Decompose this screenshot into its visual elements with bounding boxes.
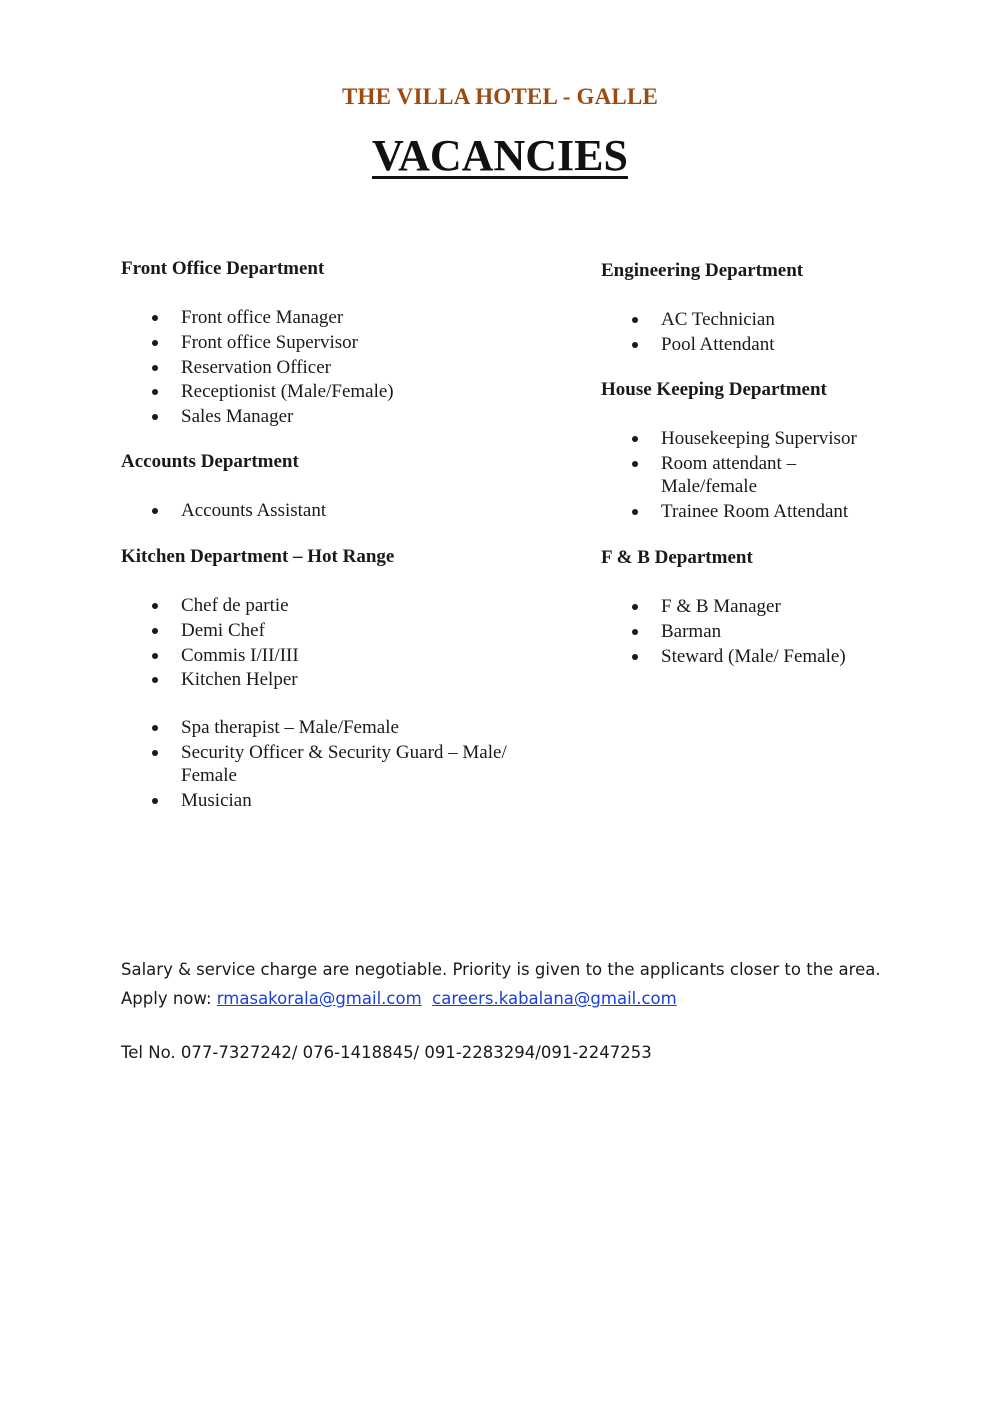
list-item: Spa therapist – Male/Female — [121, 716, 507, 739]
list-item: Kitchen Helper — [121, 668, 299, 691]
list-item: Demi Chef — [121, 619, 299, 642]
list-item-continuation: Female — [181, 764, 237, 786]
email-link-careers[interactable]: careers.kabalana@gmail.com — [432, 989, 677, 1008]
accounts-heading: Accounts Department — [121, 451, 299, 472]
list-item: Sales Manager — [121, 405, 394, 428]
kitchen-heading: Kitchen Department – Hot Range — [121, 546, 395, 567]
list-item: F & B Manager — [601, 595, 846, 618]
telephone-numbers: Tel No. 077-7327242/ 076-1418845/ 091-2283294/091-2247253 — [121, 1043, 652, 1062]
list-item: Barman — [601, 620, 846, 643]
front-office-list — [121, 306, 394, 430]
list-item: Musician — [121, 789, 507, 812]
fnb-heading: F & B Department — [601, 547, 753, 568]
list-item: Front office Manager — [121, 306, 394, 329]
email-link-rmasakorala[interactable]: rmasakorala@gmail.com — [216, 989, 422, 1008]
apply-label: Apply now: — [121, 989, 212, 1008]
hotel-name: THE VILLA HOTEL - GALLE — [341, 84, 659, 109]
list-item: Security Officer & Security Guard – Male/ — [121, 741, 507, 764]
list-item: Receptionist (Male/Female) — [121, 380, 394, 403]
list-item: Commis I/II/III — [121, 644, 299, 667]
list-item: Room attendant – — [601, 452, 857, 475]
other-list — [121, 716, 507, 813]
list-item: AC Technician — [601, 308, 775, 331]
housekeeping-list — [601, 427, 857, 524]
engineering-heading: Engineering Department — [601, 260, 804, 281]
engineering-list — [601, 308, 775, 358]
kitchen-list — [121, 594, 299, 693]
accounts-list — [121, 499, 326, 524]
list-item: Pool Attendant — [601, 333, 775, 356]
fnb-list — [601, 595, 846, 669]
list-item: Reservation Officer — [121, 356, 394, 379]
list-item: Chef de partie — [121, 594, 299, 617]
page-title: VACANCIES — [372, 131, 628, 180]
list-item: Accounts Assistant — [121, 499, 326, 522]
housekeeping-heading: House Keeping Department — [601, 379, 827, 400]
front-office-heading: Front Office Department — [121, 258, 325, 279]
list-item-continuation: Male/female — [661, 475, 758, 497]
list-item: Trainee Room Attendant — [601, 500, 857, 523]
salary-note: Salary & service charge are negotiable. Priority is given to the applicants closer to the area. — [121, 960, 881, 979]
apply-line — [121, 989, 677, 1008]
list-item: Steward (Male/ Female) — [601, 645, 846, 668]
list-item: Front office Supervisor — [121, 331, 394, 354]
list-item: Housekeeping Supervisor — [601, 427, 857, 450]
